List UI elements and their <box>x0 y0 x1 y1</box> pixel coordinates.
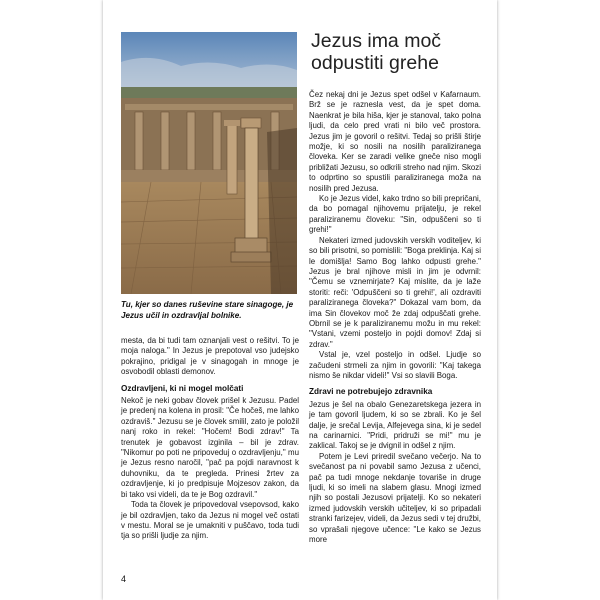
left-paragraph-3: Toda ta človek je pripovedoval vsepovsod, kako je bil ozdravljen, tako da Jezus ni mogel več ostati v mestu. Moral se je umakniti v puščavo, toda tudi tja so prišli ljudje za njim. <box>121 500 299 541</box>
right-paragraph-2: Ko je Jezus videl, kako trdno so bili prepričani, da bo pomagal njihovemu prijatelju, je rekel paraliziranemu človeku: "Sin, odpuščeni so ti grehi!" <box>309 194 481 235</box>
chapter-title: Jezus ima moč odpustiti grehe <box>311 30 442 74</box>
left-text-column <box>121 336 299 542</box>
book-page <box>103 0 497 600</box>
section-heading-doctor: Zdravi ne potrebujejo zdravnika <box>309 387 433 397</box>
right-paragraph-1: Čez nekaj dni je Jezus spet odšel v Kafarnaum. Brž se je raznesla vest, da je spet doma. Naenkrat je bila hiša, kjer je stanoval, tako polna ljudi, da celo pred vrati ni bilo več prostora. Jezus jim je govoril o rešitvi. Tedaj so prišli štirje možje, ki so nosili na nosilih paraliziranega človeka. Ker se zaradi velike gneče niso mogli približati Jezusu, so odkrili streho nad njim. Skozi to odprtino so spustili paraliziranega moža na nosilih pred Jezusa. <box>309 90 481 193</box>
synagogue-ruins-photo <box>121 32 297 294</box>
left-paragraph-2: Nekoč je neki gobav človek prišel k Jezusu. Padel je predenj na kolena in prosil: "Če hočeš, me lahko ozdraviš." Jezusu se je človek smilil, zato je položil nanj roko in rekel: "Hočem! Bodi zdrav!" Ta trenutek je gobavost izginila – bil je zdrav. "Nikomur po poti ne pripoveduj o ozdravljenju," mu je Jezus resno naročil, "pač pa pojdi naravnost k duhovniku, da te pregleda. Prinesi žrtev za ozdravljenje, ki jo predpisuje Mojzesov zakon, da bi tako vsi videli, da te je Bog ozdravil." <box>121 396 299 499</box>
right-paragraph-6: Potem je Levi priredil svečano večerjo. Na to svečanost pa ni povabil samo Jezusa z učenci, pač pa tudi mnoge nekdanje tovariše in druge ljudi, ki so imeli na slabem glasu. Mnogi izmed njih so postali Jezusovi prijatelji. Ko so nekateri izmed judovskih verskih učiteljev, ki so pripadali stranki farizejev, videli, da Jezus sedi v tej družbi, so vprašali njegove učence: "Le kako se Jezus more <box>309 451 481 545</box>
synagogue-ruins-image <box>121 32 297 294</box>
section-heading-healed-man: Ozdravljeni, ki ni mogel molčati <box>121 383 244 393</box>
right-text-column <box>309 90 481 545</box>
page-number: 4 <box>121 574 127 584</box>
photo-caption: Tu, kjer so danes ruševine stare sinagoge, je Jezus učil in ozdravljal bolnike. <box>121 300 294 320</box>
left-paragraph-1: mesta, da bi tudi tam oznanjali vest o rešitvi. To je moja naloga." In Jezus je prepotoval vso judejsko pokrajino, pridigal je v sinagogah in mnoge je osvobodil oblasti demonov. <box>121 336 299 377</box>
right-paragraph-3: Nekateri izmed judovskih verskih voditeljev, ki so bili prisotni, so pomislili: "Boga preklinja. Kaj si le domišlja! Samo Bog lahko odpusti grehe." Jezus je bral njihove misli in jim je odvrnil: "Čemu se vznemirjate? Kaj mislite, da je laže storiti: reči: 'Odpuščeni so ti grehi!', ali ozdraviti paraliziranega človeka?" Dokazal vam bom, da ima Sin človekov moč že zdaj odpuščati grehe. Obrnil se je k paraliziranemu možu in mu rekel: "Vstani, vzemi posteljo in pojdi domov! Zdaj si zdrav." <box>309 235 481 349</box>
right-paragraph-5: Jezus je šel na obalo Genezaretskega jezera in je tam govoril ljudem, ki so se zbrali. Ko je šel dalje, je srečal Levija, Alfejevega sina, ki je sedel na carinarnici. "Pridi, pridruži se mi!" mu je zaklical. Takoj se je dvignil in odšel z njim. <box>309 399 481 451</box>
right-paragraph-4: Vstal je, vzel posteljo in odšel. Ljudje so začudeni strmeli za njim in govorili: "Kaj takega nismo še nikdar videli!" Vsi so slavili Boga. <box>309 350 481 380</box>
